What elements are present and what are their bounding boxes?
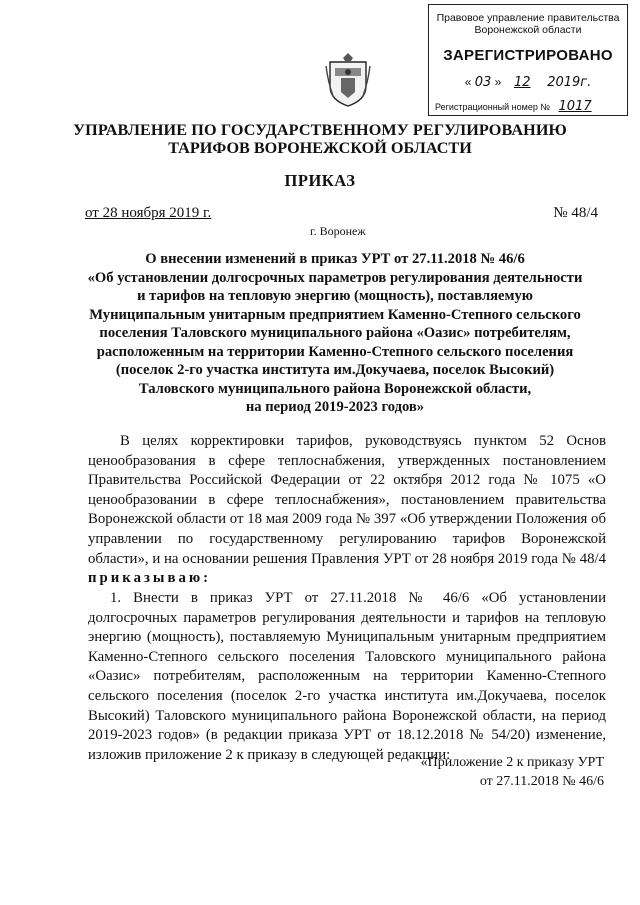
stamp-regno-value: 1017: [558, 99, 592, 114]
preamble-text: В целях корректировки тарифов, руководствуясь пунктом 52 Основ ценообразования в сфере теплоснабжения, утвержденных постановлением Правительства Российской Федерации от 22 октября 2012 года № 1075 «О ценообразовании в сфере теплоснабжения», постановлением правительства Воронежской области от 18 мая 2009 года № 397 «Об утверждении Положения об управлении по государственному регулированию тарифов Воронежской области», и на основании решения Правления УРТ от 28 ноября 2019 года № 48/4: [88, 433, 606, 567]
doc-type: ПРИКАЗ: [284, 171, 356, 190]
heading-line: (поселок 2-го участка института им.Докучаева, поселок Высокий): [115, 362, 555, 378]
preamble-paragraph: [88, 432, 606, 589]
heading-line: Муниципальным унитарным предприятием Каменно-Степного сельского: [89, 306, 581, 323]
heading-line: на период 2019-2023 годов»: [245, 399, 425, 415]
appendix-reference: [344, 753, 604, 791]
stamp-date-month: 12: [513, 75, 531, 90]
doc-heading: [70, 250, 600, 417]
stamp-registered: ЗАРЕГИСТРИРОВАНО: [443, 47, 613, 64]
stamp-date-day: 03: [474, 75, 492, 90]
heading-line: и тарифов на тепловую энергию (мощность), поставляемую: [137, 288, 533, 304]
heading-line: Таловского муниципального района Воронежской области,: [138, 380, 532, 397]
coat-of-arms-icon: [325, 52, 371, 108]
stamp-regno: [435, 99, 623, 114]
registration-stamp: [428, 4, 628, 116]
heading-line: О внесении изменений в приказ УРТ от 27.11.2018 № 46/6: [145, 251, 525, 267]
doc-city: г. Воронеж: [310, 224, 366, 238]
heading-line: поселения Таловского муниципального района «Оазис» потребителям,: [99, 325, 571, 341]
appendix-line1: «Приложение 2 к приказу УРТ: [420, 755, 604, 770]
stamp-region: Воронежской области: [474, 24, 582, 36]
stamp-department: Правовое управление правительства: [436, 12, 620, 24]
org-title-line2: ТАРИФОВ ВОРОНЕЖСКОЙ ОБЛАСТИ: [168, 139, 472, 157]
org-title-line1: УПРАВЛЕНИЕ ПО ГОСУДАРСТВЕННОМУ РЕГУЛИРОВАНИЮ: [73, 121, 567, 139]
heading-line: расположенным на территории Каменно-Степного сельского поселения: [96, 343, 574, 360]
command-word: приказываю:: [88, 570, 212, 587]
stamp-date-year: 2019г.: [547, 75, 592, 90]
doc-date: от 28 ноября 2019 г.: [85, 205, 212, 221]
clause-1-paragraph: 1. Внести в приказ УРТ от 27.11.2018 № 46/6 «Об установлении долгосрочных параметров регулирования деятельности и тарифов на тепловую энергию (мощность), поставляемую Муниципальным унитарным предприятием Каменно-Степного сельского поселения Таловского муниципального района «Оазис» потребителям, расположенным на территории Каменно-Степного сельского поселения (поселок 2-го участка института им.Докучаева, поселок Высокий) Таловского муниципального района Воронежской области, на период 2019-2023 годов» (в редакции приказа УРТ от 18.12.2018 № 54/20) изменение, изложив приложение 2 к приказу в следующей редакции:: [88, 590, 606, 763]
doc-number: № 48/4: [553, 205, 598, 221]
appendix-line2: от 27.11.2018 № 46/6: [479, 774, 604, 789]
stamp-date: « 03 » 12 2019г.: [464, 75, 592, 90]
stamp-regno-label: Регистрационный номер №: [435, 102, 551, 112]
heading-line: «Об установлении долгосрочных параметров регулирования деятельности: [87, 269, 583, 286]
